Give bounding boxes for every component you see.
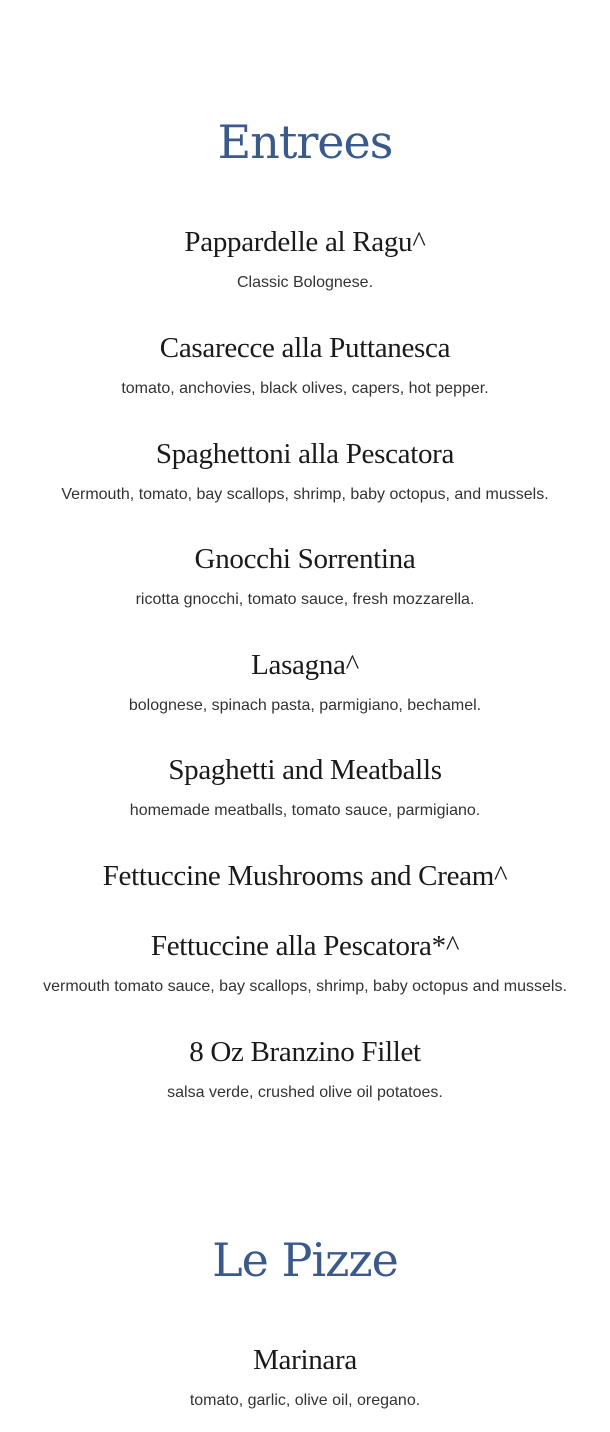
menu-item [0, 1034, 610, 1104]
menu-item [0, 928, 610, 998]
menu-item-name: Lasagna^ [251, 649, 359, 681]
menu-item [0, 647, 610, 717]
menu-item-name: Fettuccine Mushrooms and Cream^ [102, 860, 508, 892]
menu-item-name: Casarecce alla Puttanesca [159, 332, 451, 364]
menu-item-name: Marinara [253, 1344, 357, 1376]
menu-item [0, 1342, 610, 1412]
menu-item [0, 224, 610, 294]
menu-item-description: homemade meatballs, tomato sauce, parmigiano. [129, 802, 481, 819]
menu-item-name: Pappardelle al Ragu^ [184, 226, 426, 258]
menu-item-description: vermouth tomato sauce, bay scallops, shrimp, baby octopus and mussels. [43, 978, 567, 995]
menu-item [0, 330, 610, 400]
menu-item-name: Gnocchi Sorrentina [194, 543, 416, 575]
menu-item [0, 436, 610, 506]
section-title-entrees: Entrees [217, 115, 393, 169]
menu-item-description: Vermouth, tomato, bay scallops, shrimp, baby octopus, and mussels. [61, 486, 549, 503]
menu-item-description: tomato, garlic, olive oil, oregano. [189, 1392, 421, 1409]
menu-item-description: tomato, anchovies, black olives, capers, hot pepper. [121, 380, 489, 397]
menu-item [0, 541, 610, 611]
menu-item [0, 858, 610, 894]
menu-item-description: Classic Bolognese. [236, 274, 374, 291]
section-title-pizze: Le Pizze [212, 1233, 398, 1287]
menu-item-name: Spaghetti and Meatballs [168, 754, 442, 786]
menu-item-description: bolognese, spinach pasta, parmigiano, bechamel. [128, 697, 482, 714]
menu-item-name: Spaghettoni alla Pescatora [155, 438, 455, 470]
menu-item-name: Fettuccine alla Pescatora*^ [150, 930, 460, 962]
menu-item-name: 8 Oz Branzino Fillet [189, 1036, 421, 1068]
menu-item-description: ricotta gnocchi, tomato sauce, fresh mozzarella. [135, 591, 475, 608]
menu-item-description: salsa verde, crushed olive oil potatoes. [167, 1084, 443, 1101]
menu-item [0, 752, 610, 822]
